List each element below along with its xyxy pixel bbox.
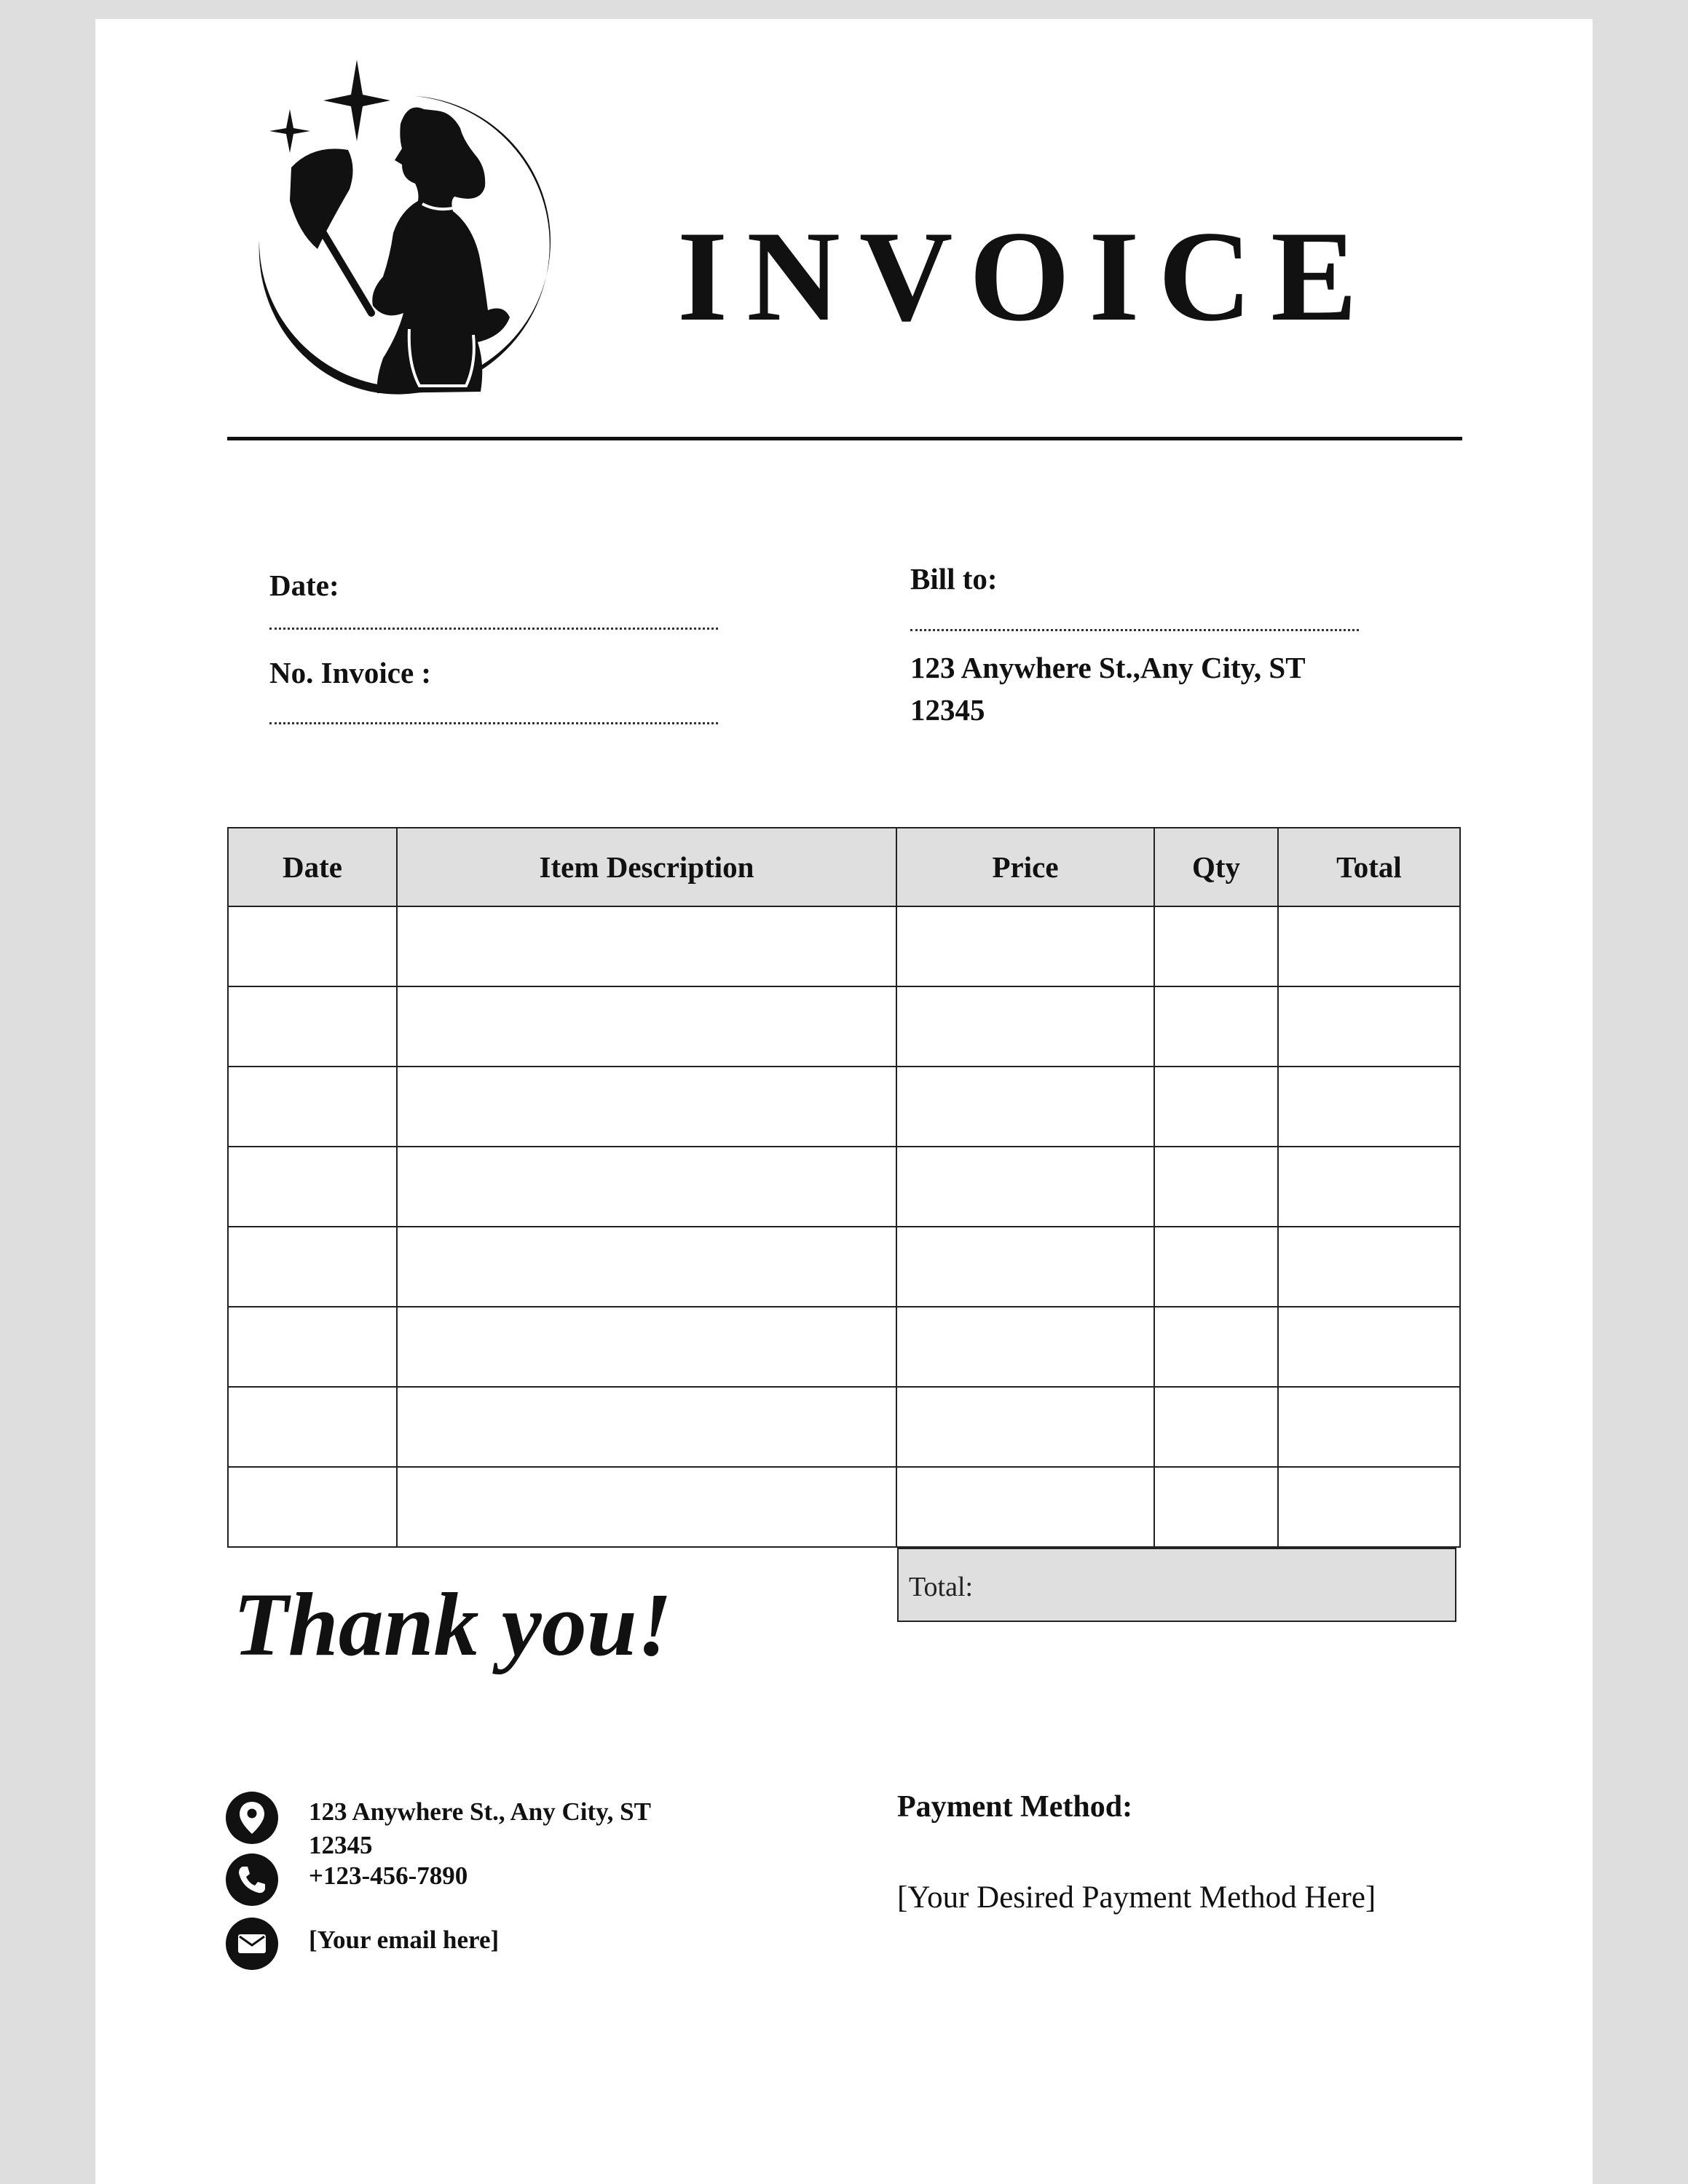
table-cell-price[interactable] — [896, 1467, 1154, 1547]
table-cell-qty[interactable] — [1154, 1467, 1278, 1547]
table-cell-price[interactable] — [896, 1147, 1154, 1227]
table-cell-price[interactable] — [896, 1067, 1154, 1147]
table-header-row — [228, 828, 1460, 906]
table-row — [228, 986, 1460, 1067]
table-cell-description[interactable] — [397, 1067, 896, 1147]
contact-email: [Your email here] — [309, 1926, 500, 1954]
invoice-number-label: No. Invoice : — [269, 656, 432, 689]
table-cell-qty[interactable] — [1154, 1147, 1278, 1227]
table-row — [228, 1467, 1460, 1547]
bill-to-address-line1: 123 Anywhere St.,Any City, ST — [910, 651, 1306, 684]
date-field[interactable] — [269, 628, 718, 630]
column-header-qty: Qty — [1154, 828, 1278, 906]
table-cell-date[interactable] — [228, 1147, 397, 1227]
thank-you-text: Thank you! — [233, 1575, 672, 1674]
maid-logo-icon — [248, 58, 583, 408]
table-row — [228, 1227, 1460, 1307]
payment-method-value: [Your Desired Payment Method Here] — [897, 1880, 1376, 1915]
table-cell-total[interactable] — [1278, 1467, 1460, 1547]
table-cell-price[interactable] — [896, 1227, 1154, 1307]
payment-method-label: Payment Method: — [897, 1790, 1133, 1824]
table-cell-date[interactable] — [228, 1227, 397, 1307]
table-cell-date[interactable] — [228, 1467, 397, 1547]
column-header-date: Date — [228, 828, 397, 906]
mail-icon — [226, 1918, 278, 1970]
table-cell-description[interactable] — [397, 1147, 896, 1227]
bill-to-field[interactable] — [910, 629, 1359, 631]
table-cell-date[interactable] — [228, 1067, 397, 1147]
table-cell-qty[interactable] — [1154, 1307, 1278, 1387]
table-cell-date[interactable] — [228, 906, 397, 986]
table-cell-qty[interactable] — [1154, 1067, 1278, 1147]
table-cell-price[interactable] — [896, 1387, 1154, 1467]
contact-phone: +123-456-7890 — [309, 1861, 468, 1890]
contact-address — [309, 1795, 651, 1862]
table-cell-description[interactable] — [397, 1307, 896, 1387]
location-pin-icon — [226, 1792, 278, 1844]
total-box[interactable] — [897, 1548, 1456, 1622]
table-cell-total[interactable] — [1278, 986, 1460, 1067]
contact-address-line2: 12345 — [309, 1831, 373, 1859]
date-label: Date: — [269, 569, 339, 602]
invoice-number-field[interactable] — [269, 722, 718, 724]
table-row — [228, 1307, 1460, 1387]
table-cell-price[interactable] — [896, 986, 1154, 1067]
header-divider — [227, 437, 1462, 440]
column-header-description: Item Description — [397, 828, 896, 906]
table-cell-description[interactable] — [397, 1387, 896, 1467]
table-cell-total[interactable] — [1278, 1387, 1460, 1467]
table-cell-total[interactable] — [1278, 1307, 1460, 1387]
table-row — [228, 1387, 1460, 1467]
table-cell-date[interactable] — [228, 1387, 397, 1467]
table-cell-total[interactable] — [1278, 1227, 1460, 1307]
table-cell-date[interactable] — [228, 1307, 397, 1387]
table-cell-qty[interactable] — [1154, 906, 1278, 986]
invoice-title: INVOICE — [677, 204, 1376, 348]
table-row — [228, 1147, 1460, 1227]
table-cell-description[interactable] — [397, 986, 896, 1067]
column-header-total: Total — [1278, 828, 1460, 906]
table-row — [228, 1067, 1460, 1147]
table-cell-total[interactable] — [1278, 1147, 1460, 1227]
table-cell-price[interactable] — [896, 906, 1154, 986]
table-cell-total[interactable] — [1278, 906, 1460, 986]
table-cell-description[interactable] — [397, 1227, 896, 1307]
contact-address-line1: 123 Anywhere St., Any City, ST — [309, 1797, 651, 1826]
bill-to-address-line2: 12345 — [910, 693, 985, 727]
table-row — [228, 906, 1460, 986]
column-header-price: Price — [896, 828, 1154, 906]
table-cell-price[interactable] — [896, 1307, 1154, 1387]
bill-to-address — [910, 646, 1435, 731]
bill-to-label: Bill to: — [910, 562, 998, 596]
table-cell-qty[interactable] — [1154, 986, 1278, 1067]
phone-icon — [226, 1853, 278, 1906]
table-cell-description[interactable] — [397, 906, 896, 986]
items-table — [227, 827, 1461, 1548]
total-label: Total: — [909, 1572, 974, 1602]
table-cell-qty[interactable] — [1154, 1387, 1278, 1467]
table-cell-description[interactable] — [397, 1467, 896, 1547]
table-cell-date[interactable] — [228, 986, 397, 1067]
table-cell-total[interactable] — [1278, 1067, 1460, 1147]
table-cell-qty[interactable] — [1154, 1227, 1278, 1307]
